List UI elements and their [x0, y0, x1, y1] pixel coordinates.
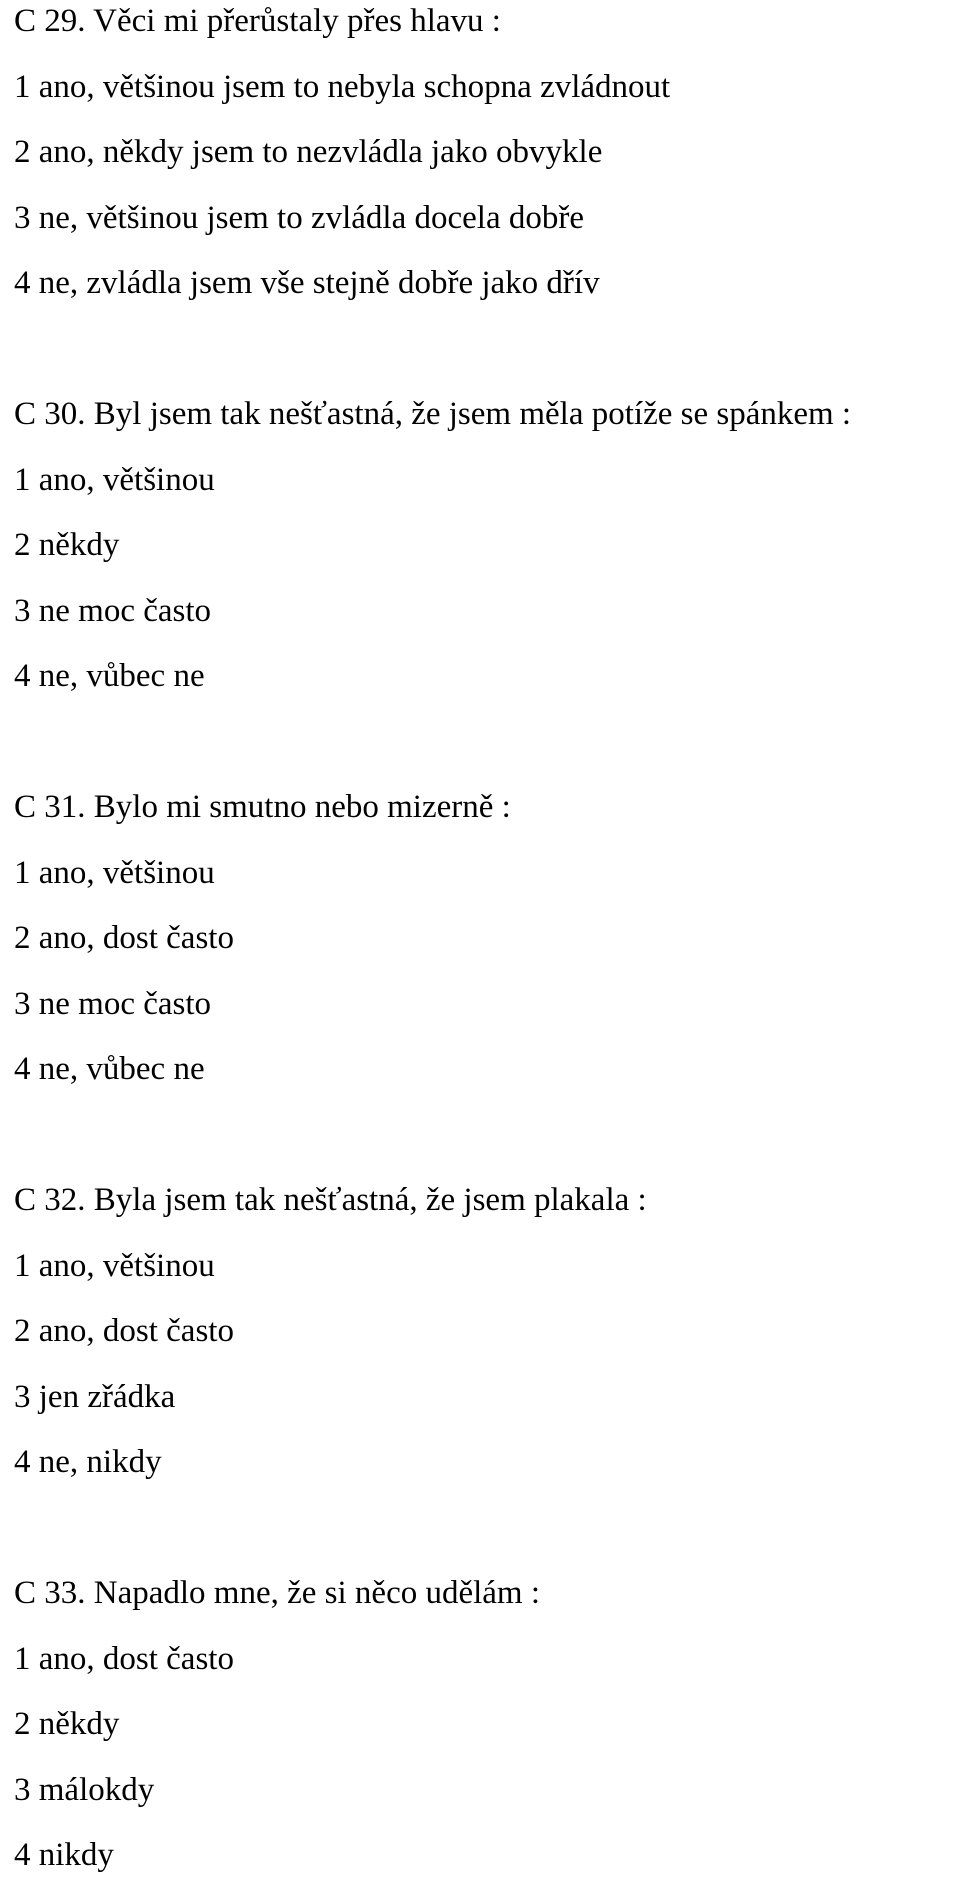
answer-option: 3 ne, většinou jsem to zvládla docela dobře: [14, 199, 584, 236]
answer-option: 3 jen zřádka: [14, 1378, 176, 1415]
answer-option: 2 někdy: [14, 1706, 120, 1742]
question-block-33: [14, 1561, 960, 1889]
question-text-31: C 31. Bylo mi smutno nebo mizerně :: [14, 789, 511, 825]
answer-option: 4 ne, zvládla jsem vše stejně dobře jako dřív: [14, 265, 600, 301]
question-block-29: [14, 0, 960, 317]
answer-option: 2 ano, dost často: [14, 920, 234, 956]
question-block-30: [14, 382, 960, 710]
answer-option: 4 ne, vůbec ne: [14, 658, 205, 694]
answer-option: 1 ano, většinou: [14, 461, 215, 498]
section-spacer: [14, 710, 960, 776]
section-spacer: [14, 1496, 960, 1562]
section-spacer: [14, 1103, 960, 1169]
answer-option: 2 ano, někdy jsem to nezvládla jako obvykle: [14, 134, 603, 170]
answer-option: 4 ne, nikdy: [14, 1444, 162, 1480]
question-text-33: C 33. Napadlo mne, že si něco udělám :: [14, 1575, 541, 1611]
answer-option: 2 někdy: [14, 527, 120, 563]
answer-option: 1 ano, většinou: [14, 1247, 215, 1284]
section-spacer: [14, 317, 960, 383]
answer-option: 1 ano, většinou jsem to nebyla schopna zvládnout: [14, 68, 671, 105]
answer-option: 2 ano, dost často: [14, 1313, 234, 1349]
question-block-31: [14, 775, 960, 1103]
answer-option: 3 málokdy: [14, 1771, 155, 1808]
question-text-30: C 30. Byl jsem tak nešťastná, že jsem měla potíže se spánkem :: [14, 396, 852, 432]
question-text-29: C 29. Věci mi přerůstaly přes hlavu :: [14, 3, 501, 39]
answer-option: 3 ne moc často: [14, 985, 212, 1022]
question-text-32: C 32. Byla jsem tak nešťastná, že jsem plakala :: [14, 1182, 647, 1218]
answer-option: 1 ano, většinou: [14, 854, 215, 891]
answer-option: 4 ne, vůbec ne: [14, 1051, 205, 1087]
answer-option: 1 ano, dost často: [14, 1640, 234, 1677]
answer-option: 3 ne moc často: [14, 592, 212, 629]
answer-option: 4 nikdy: [14, 1837, 114, 1873]
question-block-32: [14, 1168, 960, 1496]
